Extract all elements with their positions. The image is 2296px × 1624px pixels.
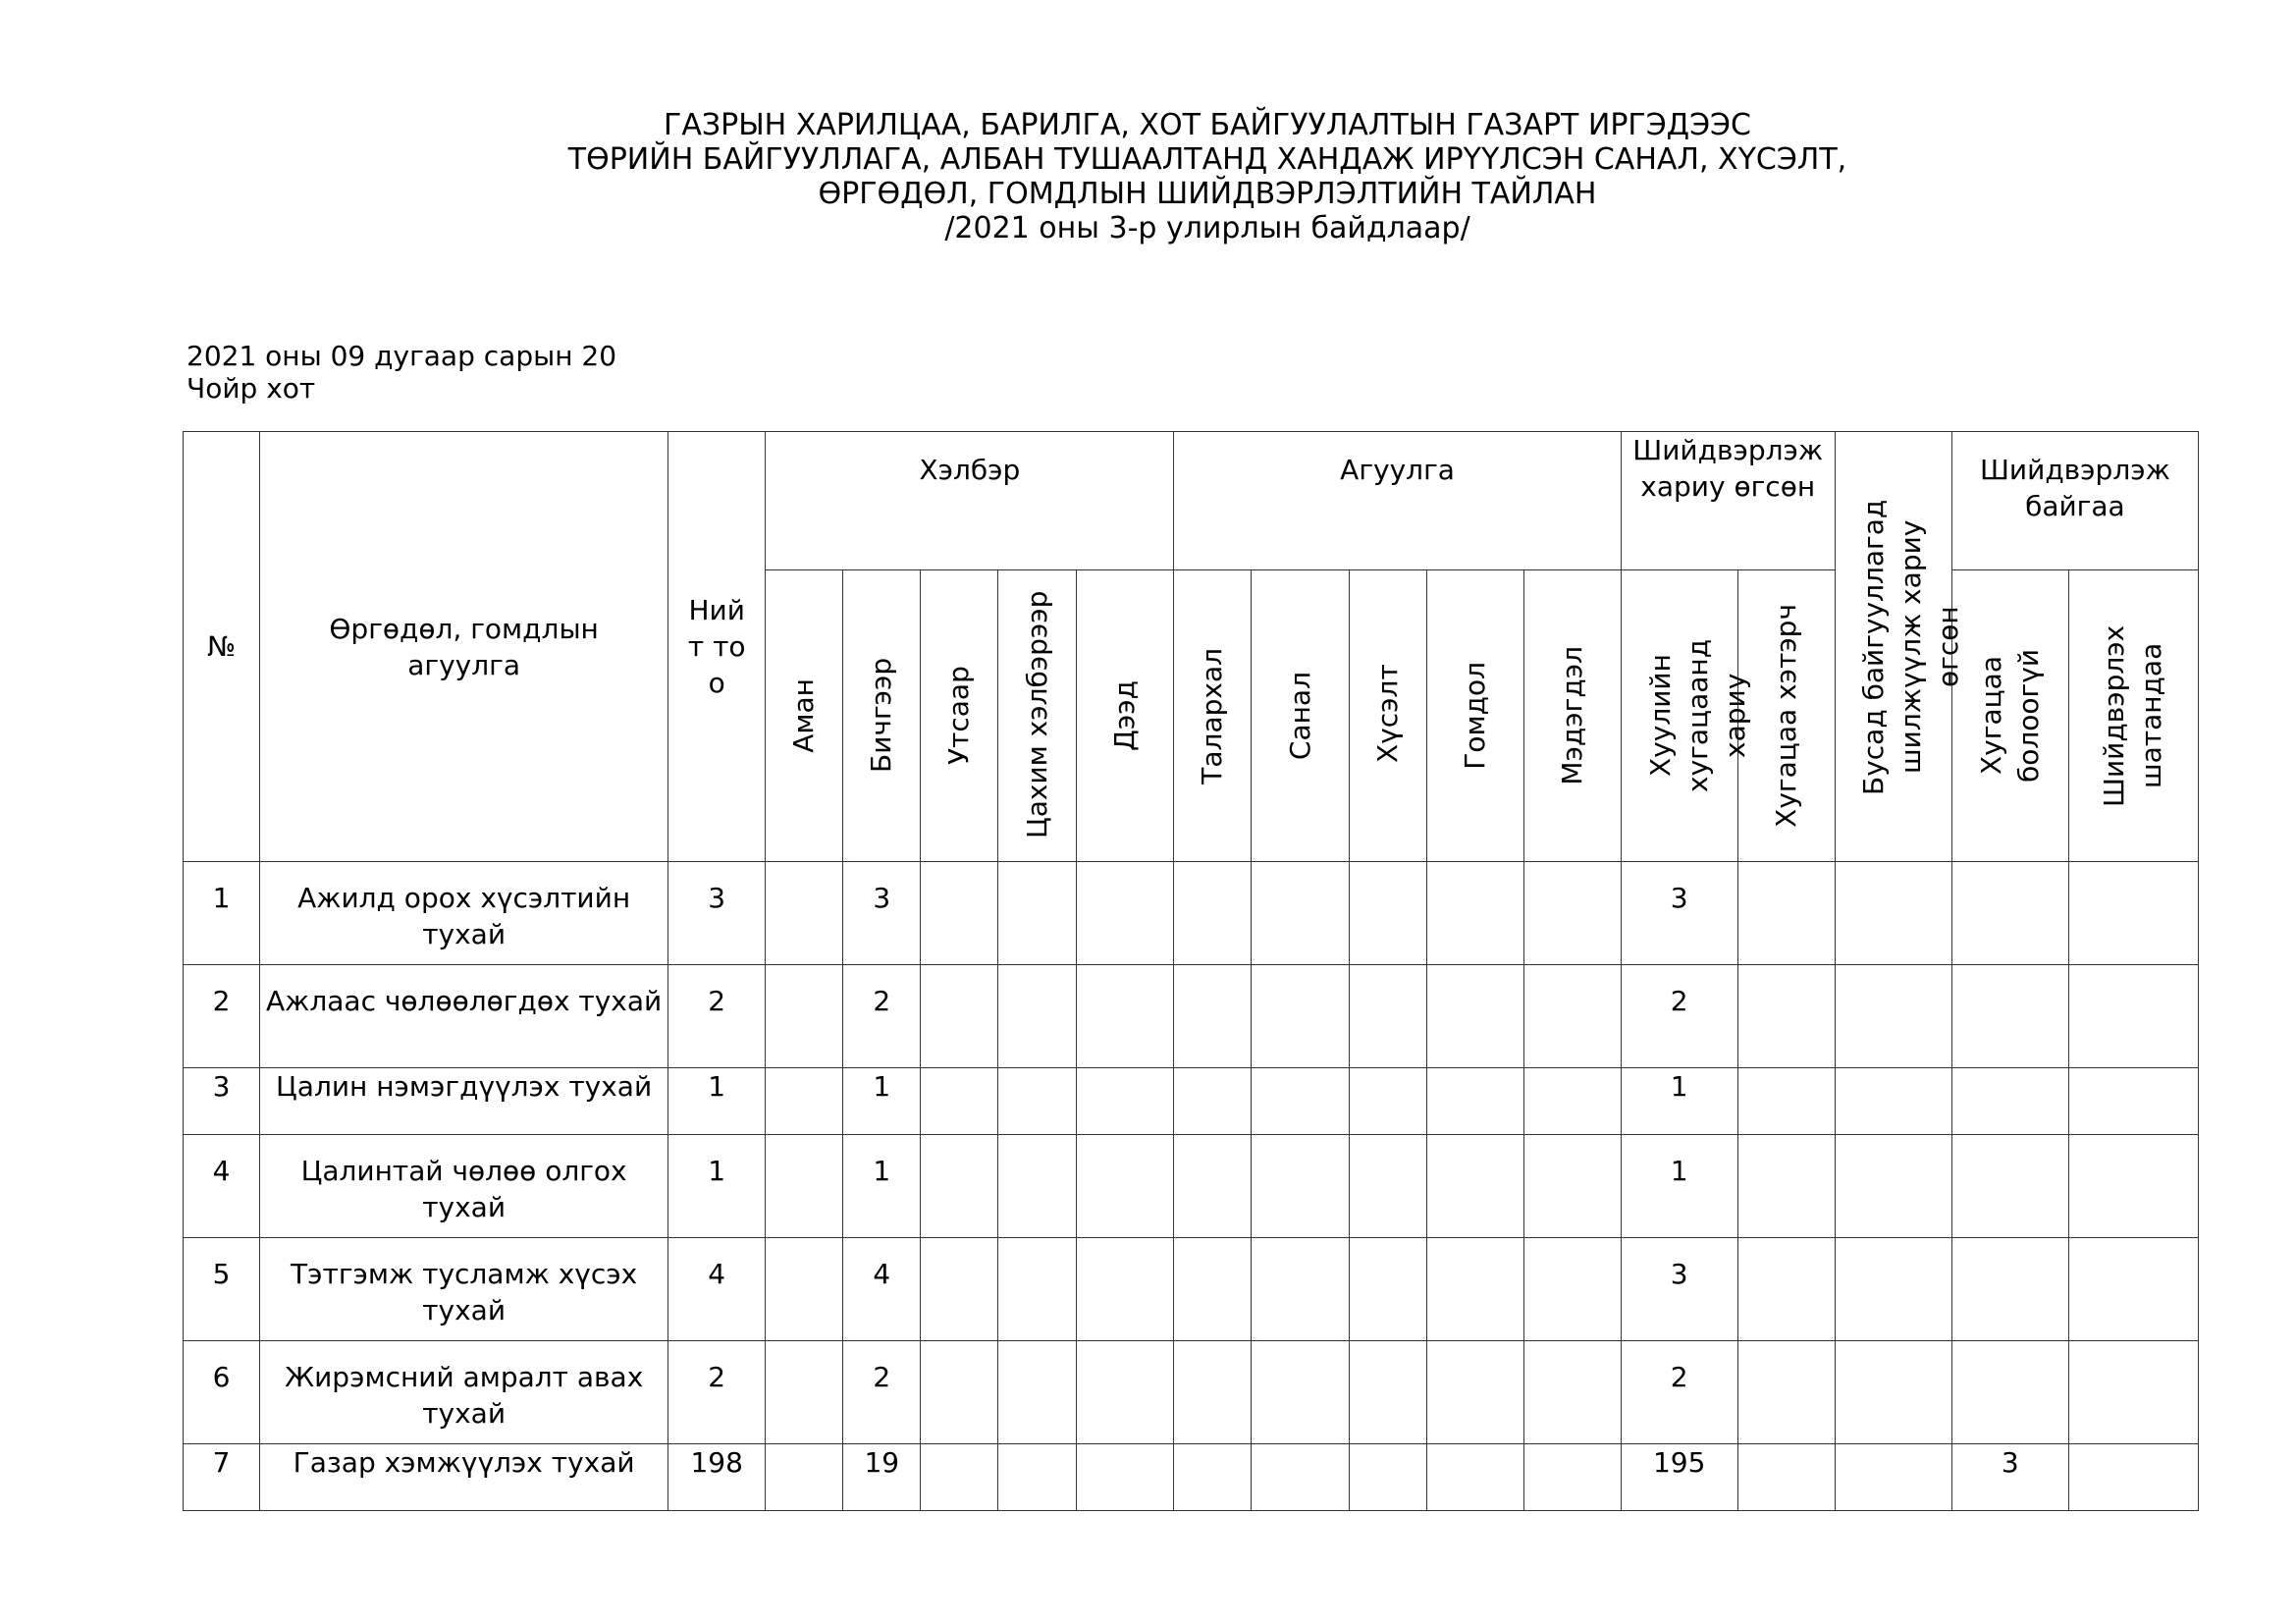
header-pending-not-due-label: Хугацаа болоогүй xyxy=(1974,648,2045,784)
header-form-oral xyxy=(766,570,843,862)
row-in-time: 2 xyxy=(1621,965,1737,1068)
row-not-due xyxy=(1951,1135,2068,1238)
row-name: Ажилд орох хүсэлтийн тухай xyxy=(260,862,668,965)
header-resolved-overdue xyxy=(1737,570,1835,862)
header-content-request xyxy=(1349,570,1426,862)
row-number: 5 xyxy=(184,1238,260,1341)
row-number: 3 xyxy=(184,1068,260,1135)
row-not-due: 3 xyxy=(1951,1444,2068,1511)
header-content-proposal-label: Санал xyxy=(1283,671,1316,761)
row-not-due xyxy=(1951,1341,2068,1444)
row-name: Цалинтай чөлөө олгох тухай xyxy=(260,1135,668,1238)
header-content-request-label: Хүсэлт xyxy=(1370,663,1404,763)
header-pending-in-process xyxy=(2068,570,2198,862)
header-form-written xyxy=(843,570,921,862)
report-date: 2021 оны 09 дугаар сарын 20 xyxy=(187,340,617,372)
row-in-time: 2 xyxy=(1621,1341,1737,1444)
header-content-group xyxy=(1174,432,1621,570)
row-not-due xyxy=(1951,862,2068,965)
row-total: 198 xyxy=(668,1444,766,1511)
row-written: 1 xyxy=(843,1068,921,1135)
row-not-due xyxy=(1951,1068,2068,1135)
row-total: 4 xyxy=(668,1238,766,1341)
header-number: № xyxy=(184,432,260,862)
header-total xyxy=(668,432,766,862)
header-pending-group-label: Шийдвэрлэж байгаа xyxy=(1979,454,2170,522)
row-total: 1 xyxy=(668,1068,766,1135)
row-name: Ажлаас чөлөөлөгдөх тухай xyxy=(260,965,668,1068)
row-number: 7 xyxy=(184,1444,260,1511)
header-form-higher xyxy=(1077,570,1174,862)
row-name: Цалин нэмэгдүүлэх тухай xyxy=(260,1068,668,1135)
report-title xyxy=(471,108,1944,245)
header-content-thanks-label: Талархал xyxy=(1196,647,1229,785)
header-pending-not-due xyxy=(1951,570,2068,862)
table-row xyxy=(184,1238,2199,1341)
row-name: Тэтгэмж тусламж хүсэх тухай xyxy=(260,1238,668,1341)
report-meta xyxy=(187,340,616,405)
header-form-higher-label: Дээд xyxy=(1108,680,1142,751)
title-line-2: ТӨРИЙН БАЙГУУЛЛАГА, АЛБАН ТУШААЛТАНД ХАНДАЖ ИРҮҮЛСЭН САНАЛ, ХҮСЭЛТ, xyxy=(567,142,1847,177)
row-written: 1 xyxy=(843,1135,921,1238)
row-written: 19 xyxy=(843,1444,921,1511)
row-not-due xyxy=(1951,1238,2068,1341)
table-row xyxy=(184,1135,2199,1238)
header-form-group-label: Хэлбэр xyxy=(919,454,1021,486)
row-in-time: 1 xyxy=(1621,1068,1737,1135)
header-content-group-label: Агуулга xyxy=(1340,454,1455,486)
header-content-notice-label: Мэдэгдэл xyxy=(1555,646,1588,785)
row-total: 1 xyxy=(668,1135,766,1238)
header-content-complaint-label: Гомдол xyxy=(1458,662,1491,770)
table-row xyxy=(184,1068,2199,1135)
row-number: 6 xyxy=(184,1341,260,1444)
header-form-group xyxy=(766,432,1174,570)
report-place: Чойр хот xyxy=(187,372,316,405)
report-table xyxy=(183,431,2199,1511)
row-total: 3 xyxy=(668,862,766,965)
row-in-time: 3 xyxy=(1621,1238,1737,1341)
header-form-online-label: Цахим хэлбэрээр xyxy=(1020,590,1053,839)
row-number: 4 xyxy=(184,1135,260,1238)
table-row xyxy=(184,862,2199,965)
header-row-top xyxy=(184,432,2199,570)
header-content-notice xyxy=(1523,570,1621,862)
row-written: 2 xyxy=(843,1341,921,1444)
header-form-online xyxy=(998,570,1077,862)
title-line-4: /2021 оны 3-р улирлын байдлаар/ xyxy=(944,211,1470,245)
header-pending-group xyxy=(1951,432,2198,570)
row-name: Газар хэмжүүлэх тухай xyxy=(260,1444,668,1511)
header-resolved-overdue-label: Хугацаа хэтэрч xyxy=(1769,604,1802,828)
header-pending-in-process-label: Шийдвэрлэх шатандаа xyxy=(2098,624,2168,807)
row-in-time: 3 xyxy=(1621,862,1737,965)
title-line-1: ГАЗРЫН ХАРИЛЦАА, БАРИЛГА, ХОТ БАЙГУУЛАЛТЫН ГАЗАРТ ИРГЭДЭЭС xyxy=(664,108,1751,142)
header-form-phone-label: Утсаар xyxy=(942,666,976,765)
row-name: Жирэмсний амралт авах тухай xyxy=(260,1341,668,1444)
row-written: 3 xyxy=(843,862,921,965)
header-other-org xyxy=(1835,432,1964,862)
header-total-label: Ний т тоо xyxy=(687,594,746,699)
row-written: 2 xyxy=(843,965,921,1068)
header-content-proposal xyxy=(1252,570,1349,862)
header-form-oral-label: Аман xyxy=(787,678,821,753)
header-resolved-in-time xyxy=(1621,570,1751,862)
table-row xyxy=(184,1444,2199,1511)
header-other-org-label: Бусад байгууллагад шилжүүлж хариу өгсөн xyxy=(1856,498,1964,795)
row-not-due xyxy=(1951,965,2068,1068)
header-content xyxy=(260,432,668,862)
row-written: 4 xyxy=(843,1238,921,1341)
header-resolved-in-time-label: Хуулийн хугацаанд хариу xyxy=(1643,638,1751,793)
row-number: 2 xyxy=(184,965,260,1068)
row-in-time: 1 xyxy=(1621,1135,1737,1238)
header-content-label: Өргөдөл, гомдлын агуулга xyxy=(329,612,599,681)
header-content-complaint xyxy=(1426,570,1523,862)
title-line-3: ӨРГӨДӨЛ, ГОМДЛЫН ШИЙДВЭРЛЭЛТИЙН ТАЙЛАН xyxy=(818,177,1597,211)
header-content-thanks xyxy=(1174,570,1252,862)
row-total: 2 xyxy=(668,965,766,1068)
header-form-phone xyxy=(921,570,998,862)
table-row xyxy=(184,1341,2199,1444)
header-resolved-group xyxy=(1621,432,1835,570)
row-total: 2 xyxy=(668,1341,766,1444)
row-number: 1 xyxy=(184,862,260,965)
header-form-written-label: Бичгээр xyxy=(865,657,898,773)
table-row xyxy=(184,965,2199,1068)
header-resolved-group-label: Шийдвэрлэж хариу өгсөн xyxy=(1632,434,1824,503)
row-in-time: 195 xyxy=(1621,1444,1737,1511)
